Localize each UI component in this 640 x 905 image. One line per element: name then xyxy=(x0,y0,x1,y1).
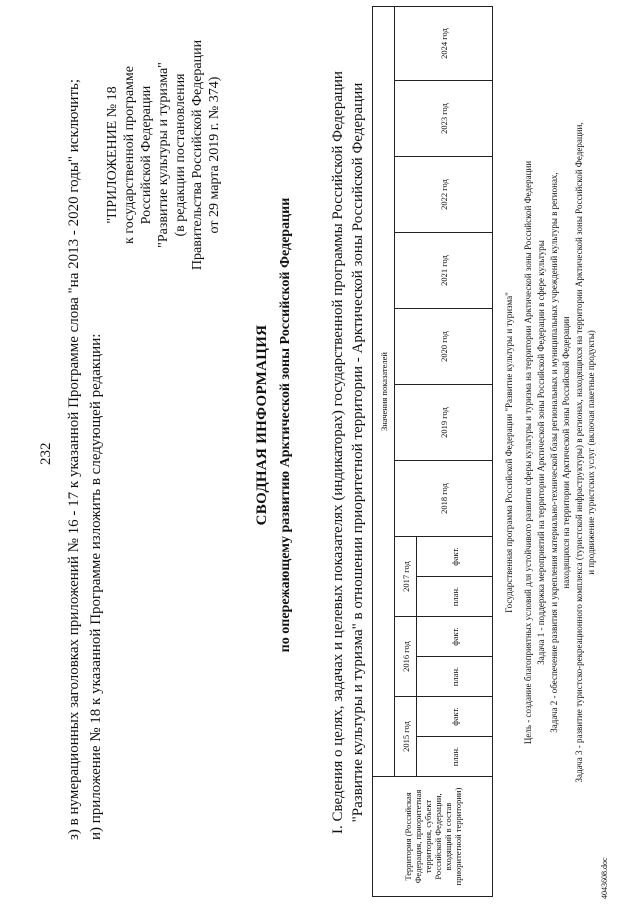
document-subtitle: по опережающему развитию Арктической зоны Российской Федерации xyxy=(278,197,293,653)
territory-header: Территория (Российская Федерация, приоритетная территория, субъект Российской Федерации, входящий в состав приоритетной территории) xyxy=(373,776,493,896)
document-title: СВОДНАЯ ИНФОРМАЦИЯ xyxy=(254,324,270,526)
intro-line-1: з) в нумерационных заголовках приложений № 16 - 17 к указанной Программе слова "на 2013 - 2020 годы" исключить; xyxy=(66,78,82,840)
year-header: 2015 год xyxy=(395,696,417,776)
plan-header: план. xyxy=(417,736,493,776)
task-3-line-1: Задача 3 - развитие туристско-рекреационного комплекса (туристской инфраструктуры) в регионах, находящихся на территории Арктической зоны Российской Федерации, xyxy=(574,122,584,783)
section-heading-line-2: "Развитие культуры и туризма" в отношении приоритетной территории - Арктической зоны Российской Федерации xyxy=(350,82,366,823)
task-3-line-2: и продвижение туристских услуг (включая пакетные продукты) xyxy=(586,330,596,575)
year-header: 2023 год xyxy=(395,80,493,156)
appendix-line: "Развитие культуры и туризма" xyxy=(156,62,171,248)
task-2-line-2: находящихся на территории Арктической зоны Российской Федерации xyxy=(561,316,571,589)
year-header: 2020 год xyxy=(395,308,493,384)
values-header: Значения показателей xyxy=(373,6,395,776)
plan-header: план. xyxy=(417,656,493,696)
year-header: 2021 год xyxy=(395,232,493,308)
page-number: 232 xyxy=(38,442,54,465)
program-name: Государственная программа Российской Федерации "Развитие культуры и туризма" xyxy=(504,292,514,613)
year-header: 2024 год xyxy=(395,6,493,80)
footer-file-code: 4043608.doc xyxy=(600,857,609,899)
plan-header: план. xyxy=(417,576,493,616)
appendix-line: от 29 марта 2019 г. № 374) xyxy=(207,76,222,234)
intro-line-2: и) приложение № 18 к указанной Программе изложить в следующей редакции: xyxy=(88,333,104,840)
task-1: Задача 1 - поддержка мероприятий на территории Арктической зоны Российской Федерации в сфере культуры xyxy=(536,240,546,665)
year-header: 2017 год xyxy=(395,536,417,616)
year-header: 2022 год xyxy=(395,156,493,232)
indicators-table xyxy=(372,6,493,897)
fact-header: факт. xyxy=(417,696,493,736)
fact-header: факт. xyxy=(417,536,493,576)
year-header: 2016 год xyxy=(395,616,417,696)
appendix-line: (в редакции постановления xyxy=(173,73,188,237)
appendix-line: "ПРИЛОЖЕНИЕ № 18 xyxy=(105,86,120,224)
year-header: 2019 год xyxy=(395,384,493,460)
program-goal: Цель - создание благоприятных условий для устойчивого развития сферы культуры и туризма на территории Арктической зоны Российской Федерации xyxy=(523,160,533,745)
appendix-line: к государственной программе xyxy=(122,66,137,244)
appendix-line: Правительства Российской Федерации xyxy=(190,39,205,271)
year-header: 2018 год xyxy=(395,460,493,536)
task-2-line-1: Задача 2 - обеспечение развития и укрепления материально-технической базы региональных и муниципальных учреждений культуры в регионах, xyxy=(549,172,559,733)
fact-header: факт. xyxy=(417,616,493,656)
section-heading-line-1: I. Сведения о целях, задачах и целевых показателях (индикаторах) государственной программы Российской Федерации xyxy=(330,71,346,834)
appendix-heading xyxy=(104,5,223,305)
appendix-line: Российской Федерации xyxy=(139,85,154,225)
